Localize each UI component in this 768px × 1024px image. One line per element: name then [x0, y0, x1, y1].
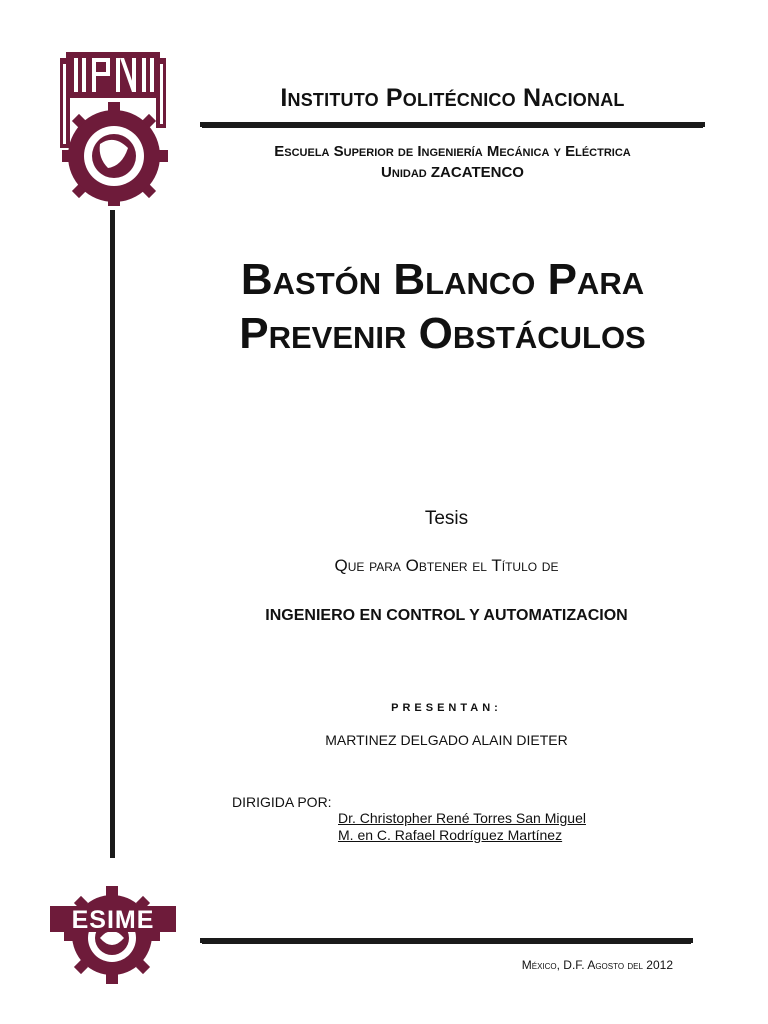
- unit-line: [200, 162, 705, 184]
- school-name: Escuela Superior de Ingeniería Mecánica y Eléctrica: [274, 143, 631, 160]
- advisor-name: M. en C. Rafael Rodríguez Martínez: [338, 827, 563, 843]
- top-horizontal-rule: [200, 122, 705, 127]
- unit-name: ZACATENCO: [430, 164, 524, 181]
- vertical-rule: [110, 210, 115, 858]
- esime-logo: [50, 880, 180, 990]
- author-name: MARTINEZ DELGADO ALAIN DIETER: [325, 732, 568, 748]
- document-type: Tesis: [424, 508, 469, 529]
- thesis-title-line-2: Prevenir Obstáculos: [239, 309, 646, 358]
- presented-by-label: PRESENTAN:: [391, 702, 502, 714]
- advisor-name: Dr. Christopher René Torres San Miguel: [338, 810, 586, 826]
- ipn-logo: [52, 44, 177, 206]
- directed-by-label: DIRIGIDA POR:: [232, 794, 332, 810]
- thesis-purpose: Que para Obtener el Título de: [334, 556, 559, 575]
- place-and-date: México, D.F. Agosto del 2012: [521, 958, 673, 972]
- bottom-horizontal-rule: [200, 938, 693, 943]
- degree-title: INGENIERO EN CONTROL Y AUTOMATIZACION: [265, 607, 628, 624]
- unit-prefix: Unidad: [381, 164, 427, 181]
- thesis-title-line-1: Bastón Blanco Para: [240, 255, 645, 304]
- esime-logo-lettering: ESIME: [71, 906, 155, 934]
- institute-name: Instituto Politécnico Nacional: [280, 84, 625, 112]
